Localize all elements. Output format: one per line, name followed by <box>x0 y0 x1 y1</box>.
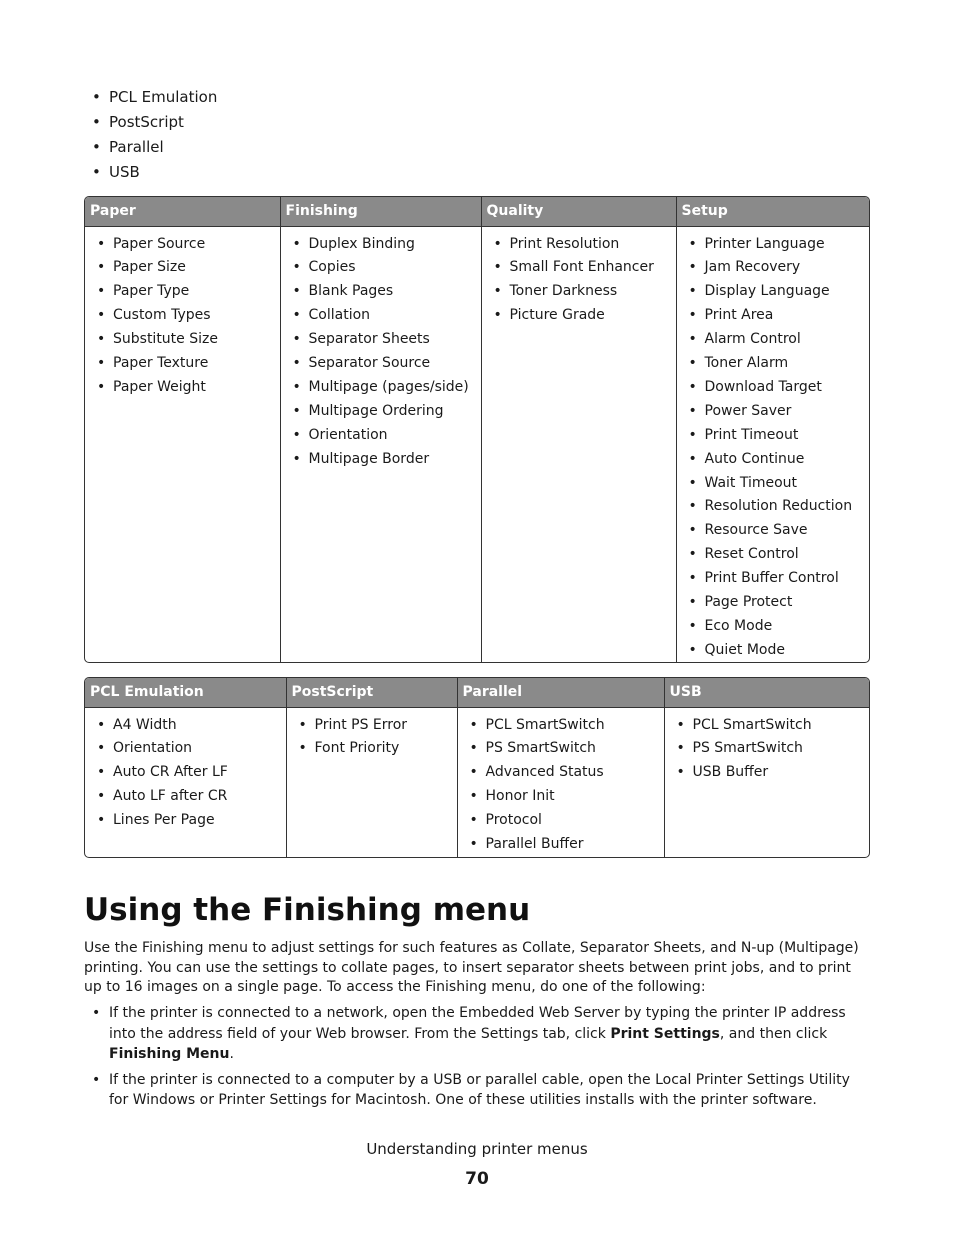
column-quality <box>481 226 676 663</box>
finishing-menu-label: Finishing Menu <box>109 1046 230 1062</box>
column-header-quality: Quality <box>481 197 676 226</box>
column-parallel <box>457 707 664 857</box>
list-item: • Printer Language <box>689 233 871 257</box>
list-item: • Print Area <box>689 304 871 328</box>
list-item: • Multipage Border <box>293 448 481 472</box>
menu-item-list <box>677 233 871 663</box>
list-item: • PostScript <box>92 110 217 135</box>
list-item: • Jam Recovery <box>689 256 871 280</box>
menu-item-list <box>85 233 280 400</box>
list-item: • Honor Init <box>470 785 664 809</box>
list-item: • PS SmartSwitch <box>677 737 871 761</box>
list-item: • Multipage (pages/side) <box>293 376 481 400</box>
column-postscript <box>286 707 457 857</box>
list-item: • Orientation <box>293 424 481 448</box>
list-item: • Print Resolution <box>494 233 676 257</box>
list-item: • Page Protect <box>689 591 871 615</box>
column-header-pcl-emulation: PCL Emulation <box>85 678 286 707</box>
print-settings-label: Print Settings <box>610 1025 720 1042</box>
list-item: • Separator Sheets <box>293 328 481 352</box>
list-item: • Blank Pages <box>293 280 481 304</box>
list-item: • USB Buffer <box>677 761 871 785</box>
list-item: • Parallel Buffer <box>470 833 664 857</box>
menu-table-2 <box>84 677 870 858</box>
section-heading: Using the Finishing menu <box>84 892 531 928</box>
list-item: • Power Saver <box>689 400 871 424</box>
list-item: • Font Priority <box>299 737 457 761</box>
menu-item-list <box>665 714 871 786</box>
list-item: • Substitute Size <box>97 328 280 352</box>
menu-item-list <box>287 714 457 762</box>
list-item: • A4 Width <box>97 714 286 738</box>
list-item: • Separator Source <box>293 352 481 376</box>
list-item: • Lines Per Page <box>97 809 286 833</box>
list-item: • If the printer is connected to a computer by a USB or parallel cable, open the Local Printer Settings Utility for Windows or Printer Settings for Macintosh. One of these utilities installs with the printer software. <box>92 1070 870 1111</box>
list-item: • Resolution Reduction <box>689 495 871 519</box>
page-number: 70 <box>465 1169 489 1189</box>
list-item: • Download Target <box>689 376 871 400</box>
list-item: • Print Buffer Control <box>689 567 871 591</box>
list-item: • Paper Type <box>97 280 280 304</box>
column-header-finishing: Finishing <box>280 197 481 226</box>
column-header-paper: Paper <box>85 197 280 226</box>
list-item: • Copies <box>293 256 481 280</box>
list-item: • Multipage Ordering <box>293 400 481 424</box>
list-item: • Advanced Status <box>470 761 664 785</box>
menu-item-list <box>458 714 664 857</box>
list-item: • PCL SmartSwitch <box>677 714 871 738</box>
list-item: • Collation <box>293 304 481 328</box>
list-item: • Paper Source <box>97 233 280 257</box>
list-item: • Resource Save <box>689 519 871 543</box>
menu-table-1 <box>84 196 870 663</box>
list-item: • USB <box>92 160 217 185</box>
list-item: • Eco Mode <box>689 615 871 639</box>
column-paper <box>85 226 280 663</box>
list-item: • Auto CR After LF <box>97 761 286 785</box>
list-item: • Small Font Enhancer <box>494 256 676 280</box>
list-item: • Auto LF after CR <box>97 785 286 809</box>
list-item: • Reset Control <box>689 543 871 567</box>
list-item: • Custom Types <box>97 304 280 328</box>
list-item: • PCL SmartSwitch <box>470 714 664 738</box>
list-item: • Alarm Control <box>689 328 871 352</box>
menu-summary-list <box>92 85 217 185</box>
column-pcl-emulation <box>85 707 286 857</box>
intro-paragraph: Use the Finishing menu to adjust settings for such features as Collate, Separator Sheets, and N-up (Multipage) printing. You can use the settings to collate pages, to insert separator sheets between print jobs, and to print up to 16 images on a single page. To access the Finishing menu, do one of the following: <box>84 940 859 996</box>
list-item: • Paper Weight <box>97 376 280 400</box>
list-item: • Wait Timeout <box>689 472 871 496</box>
list-item: • Toner Alarm <box>689 352 871 376</box>
list-item: • PCL Emulation <box>92 85 217 110</box>
column-finishing <box>280 226 481 663</box>
list-item: • Protocol <box>470 809 664 833</box>
list-item: • Print Timeout <box>689 424 871 448</box>
list-item: • Picture Grade <box>494 304 676 328</box>
step-text: If the printer is connected to a network, open the Embedded Web Server by typing the printer IP address into the address field of your Web browser. From the Settings tab, click <box>109 1005 846 1042</box>
list-item: • Paper Size <box>97 256 280 280</box>
menu-item-list <box>482 233 676 329</box>
menu-item-list <box>281 233 481 472</box>
list-item <box>92 1003 870 1065</box>
list-item: • Print PS Error <box>299 714 457 738</box>
list-item: • Paper Texture <box>97 352 280 376</box>
column-header-setup: Setup <box>676 197 870 226</box>
access-steps-list <box>92 1003 870 1116</box>
column-header-postscript: PostScript <box>286 678 457 707</box>
list-item: • Toner Darkness <box>494 280 676 304</box>
footer-title: Understanding printer menus <box>366 1140 588 1158</box>
list-item: • Auto Continue <box>689 448 871 472</box>
list-item: • Display Language <box>689 280 871 304</box>
menu-item-list <box>85 714 286 834</box>
column-setup <box>676 226 870 663</box>
column-usb <box>664 707 870 857</box>
step-text: . <box>229 1046 234 1062</box>
list-item: • Quiet Mode <box>689 639 871 663</box>
column-header-usb: USB <box>664 678 870 707</box>
list-item: • Orientation <box>97 737 286 761</box>
step-text: , and then click <box>719 1025 828 1042</box>
list-item: • Parallel <box>92 135 217 160</box>
list-item: • Duplex Binding <box>293 233 481 257</box>
list-item: • PS SmartSwitch <box>470 737 664 761</box>
column-header-parallel: Parallel <box>457 678 664 707</box>
